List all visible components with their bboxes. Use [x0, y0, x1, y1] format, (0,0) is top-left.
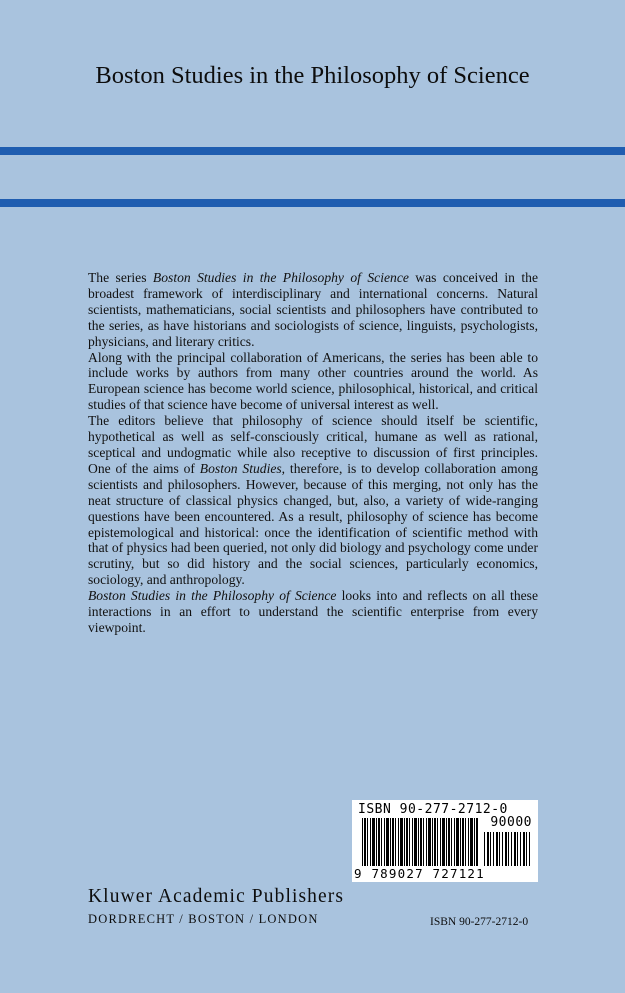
top-rule	[0, 147, 625, 155]
bottom-rule	[0, 199, 625, 207]
series-name-italic: Boston Studies in the Philosophy of Science	[152, 270, 409, 285]
barcode-ean-digits: 9 789027 727121	[354, 866, 485, 881]
barcode-price-code: 90000	[490, 815, 532, 830]
publisher-cities: DORDRECHT / BOSTON / LONDON	[88, 912, 319, 926]
isbn-text: ISBN 90-277-2712-0	[430, 916, 529, 928]
publisher-name: Kluwer Academic Publishers	[88, 886, 345, 907]
paragraph-4: Boston Studies in the Philosophy of Science looks into and reflects on all these interactions in an effort to understand the scientific enterprise from every viewpoint.	[88, 588, 538, 635]
series-title: Boston Studies in the Philosophy of Science	[95, 62, 530, 89]
barcode-isbn-label: ISBN 90-277-2712-0	[358, 802, 508, 817]
barcode-bars	[362, 818, 478, 866]
barcode-addon-bars	[484, 832, 530, 866]
barcode	[352, 800, 538, 882]
series-description	[88, 270, 538, 636]
paragraph-1: The series Boston Studies in the Philosophy of Science was conceived in the broadest framework of interdisciplinary and international concerns. Natural scientists, mathematicians, social scientists and philosophers have contributed to the series, as have historians and sociologists of science, linguists, psychologists, physicians, and literary critics.	[88, 270, 538, 349]
paragraph-3: The editors believe that philosophy of science should itself be scientific, hypothetical as well as self-consciously critical, humane as well as rational, sceptical and undogmatic while also receptive to discussion of first principles. One of the aims of Boston Studies, therefore, is to develop collaboration among scientists and philosophers. However, because of this merging, not only has the neat structure of classical physics changed, but, also, a variety of wide-ranging questions have been encountered. As a result, philosophy of science has become epistemological and historical: once the identification of scientific method with that of physics had been queried, not only did biology and psychology come under scrutiny, but so did history and the social sciences, particularly economics, sociology, and anthropology.	[88, 413, 538, 588]
paragraph-2: Along with the principal collaboration of Americans, the series has been able to include works by authors from many other countries around the world. As European science has become world science, philosophical, historical, and critical studies of that science have become of universal interest as well.	[88, 349, 538, 413]
series-name-italic: Boston Studies in the Philosophy of Science	[88, 588, 337, 604]
series-short-name-italic: Boston Studies	[199, 460, 282, 476]
